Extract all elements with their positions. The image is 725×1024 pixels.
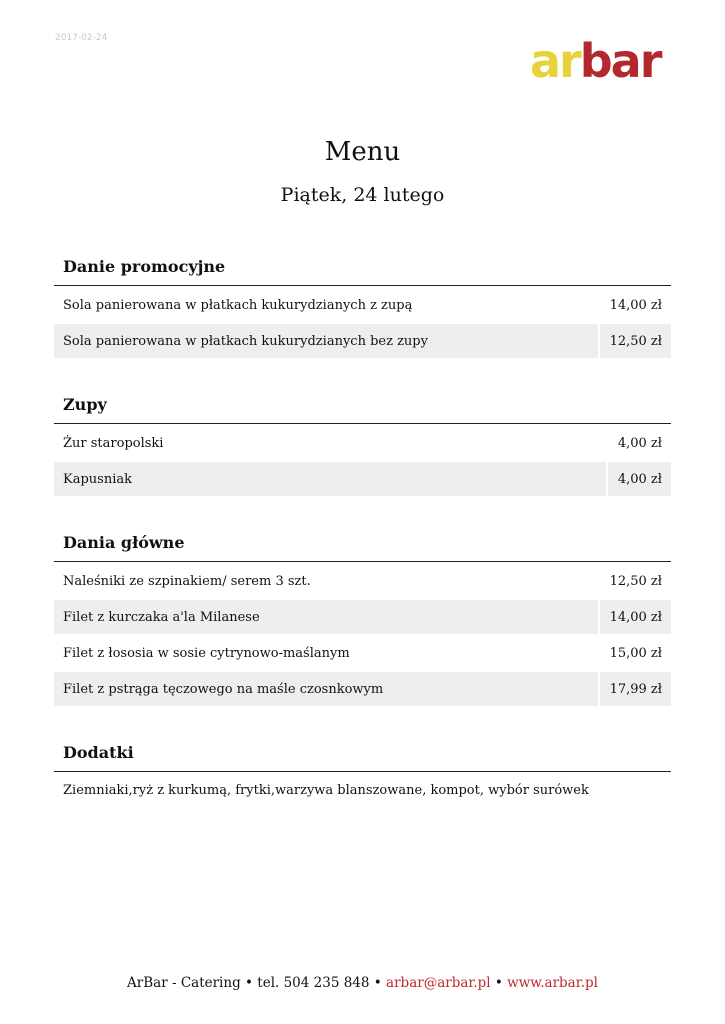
item-name: Kapusniak [54,462,606,496]
section-title: Dania główne [54,529,671,562]
item-price: 14,00 zł [600,600,671,634]
menu-item-row [54,672,671,706]
item-name: Sola panierowana w płatkach kukurydzianych bez zupy [54,324,598,358]
menu-item-row [54,564,671,598]
menu-item-row [54,324,671,358]
footer-email-link[interactable]: arbar@arbar.pl [386,975,491,991]
item-price: 17,99 zł [600,672,671,706]
item-price: 15,00 zł [609,645,662,661]
section-dodatki [54,739,671,798]
footer-company: ArBar - Catering [127,975,241,991]
section-title: Dodatki [54,739,671,772]
menu-item-row [54,426,671,460]
arbar-logo [530,30,672,82]
menu-item-row [54,288,671,322]
svg-text:arbar: arbar [530,34,661,82]
menu-content [54,253,671,831]
footer-separator: • [245,975,253,991]
menu-item-row [54,600,671,634]
item-name: Filet z łososia w sosie cytrynowo-maślanym [63,645,350,661]
item-name: Filet z pstrąga tęczowego na maśle czosnkowym [54,672,598,706]
footer-phone: tel. 504 235 848 [257,975,370,991]
section-zupy [54,391,671,496]
side-dishes-note: Ziemniaki,ryż z kurkumą, frytki,warzywa blanszowane, kompot, wybór surówek [63,783,589,798]
section-dania-glowne [54,529,671,706]
footer-website-link[interactable]: www.arbar.pl [507,975,598,991]
menu-title: Menu [324,137,401,167]
item-price: 14,00 zł [609,297,662,313]
menu-item-row [54,636,671,670]
item-name: Żur staropolski [63,435,164,451]
item-price: 4,00 zł [617,435,662,451]
section-title: Zupy [54,391,671,424]
footer-separator: • [494,975,503,991]
footer [0,975,725,991]
menu-date: Piątek, 24 lutego [280,184,445,206]
item-name: Naleśniki ze szpinakiem/ serem 3 szt. [63,573,311,589]
item-price: 4,00 zł [608,462,671,496]
section-danie-promocyjne [54,253,671,358]
date-stamp: 2017-02-24 [55,33,108,43]
item-name: Filet z kurczaka a'la Milanese [54,600,598,634]
item-price: 12,50 zł [609,573,662,589]
item-price: 12,50 zł [600,324,671,358]
section-title: Danie promocyjne [54,253,671,286]
footer-separator: • [373,975,382,991]
menu-item-row [54,462,671,496]
item-name: Sola panierowana w płatkach kukurydzianych z zupą [63,297,413,313]
